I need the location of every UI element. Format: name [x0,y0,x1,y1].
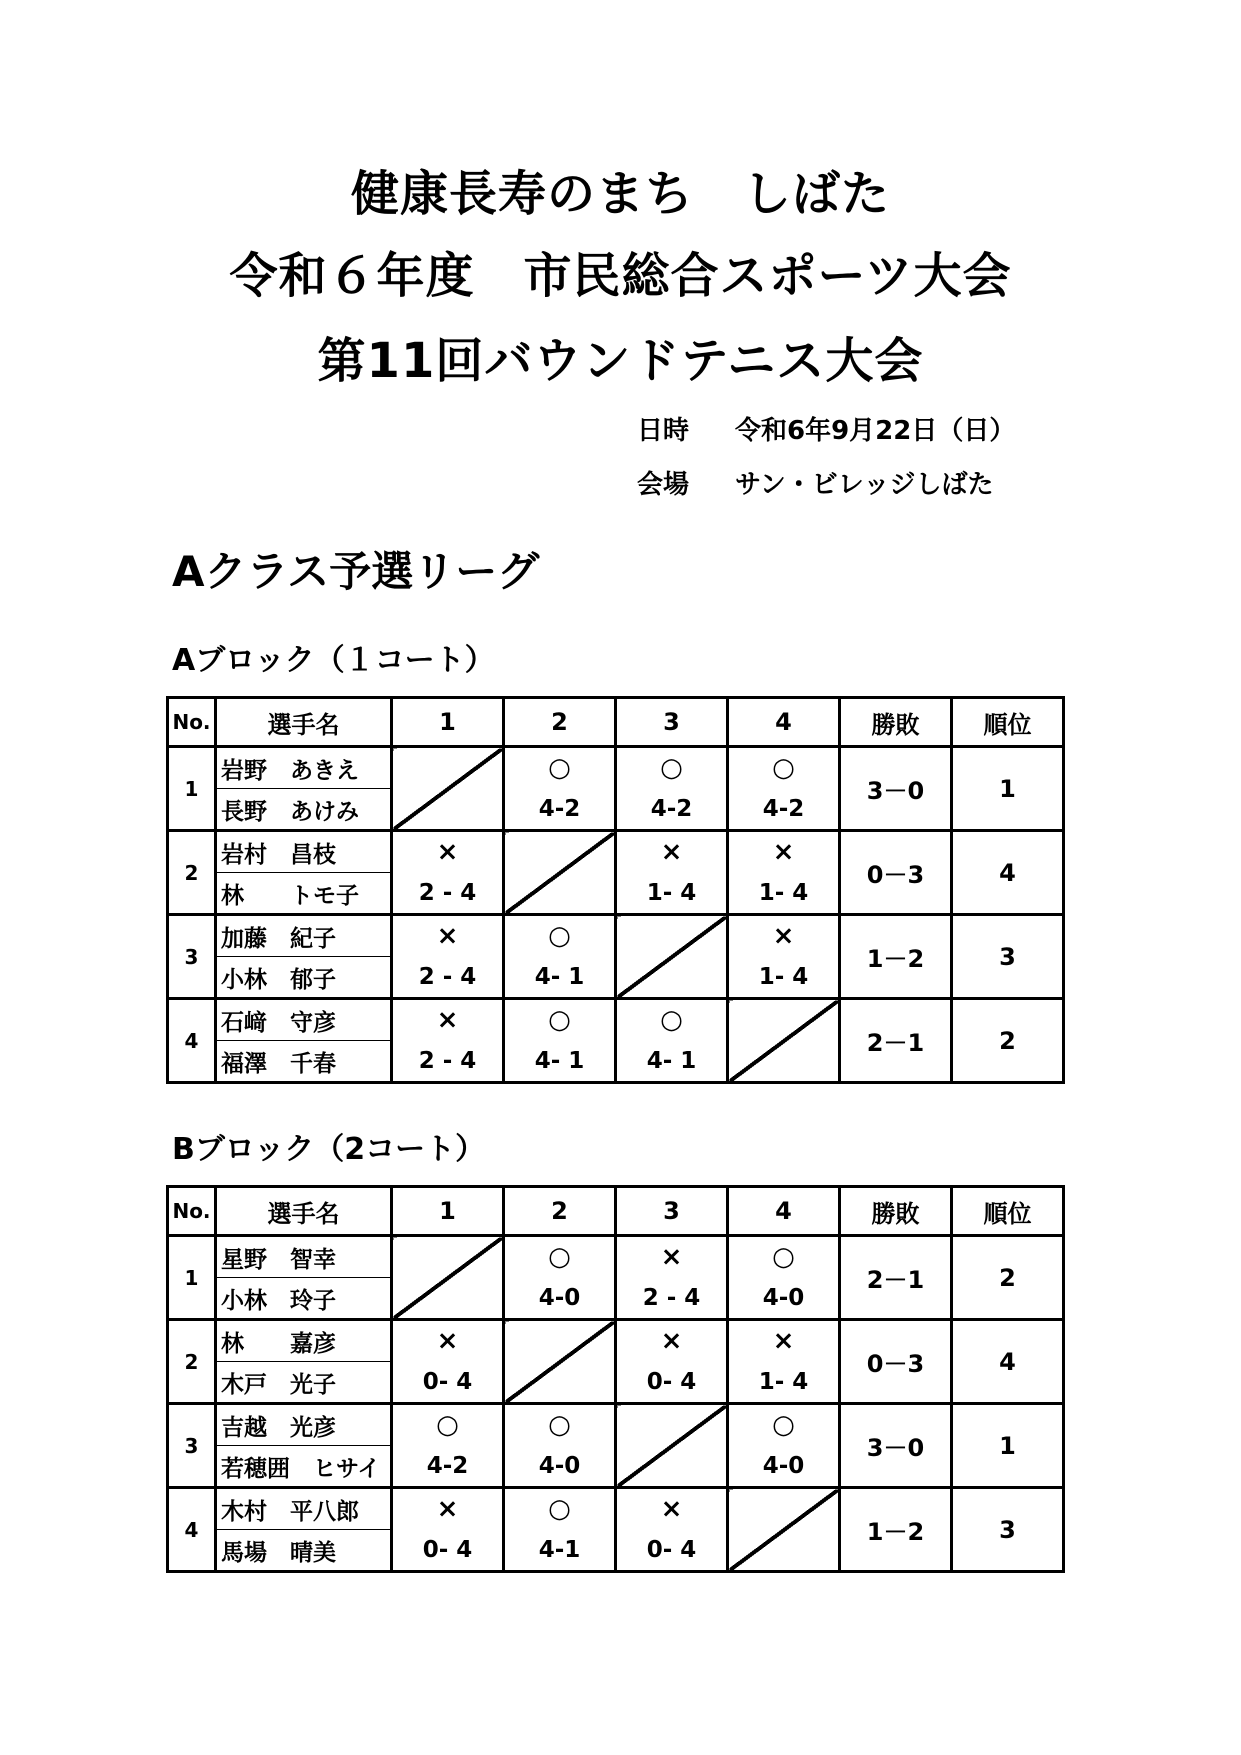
result-mark: × [616,1320,728,1362]
match-score: 0- 4 [392,1362,504,1404]
row-number: 4 [168,1488,216,1572]
player-name: 吉越 光彦 [216,1404,392,1446]
result-mark: ○ [504,999,616,1041]
player-name: 木村 平八郎 [216,1488,392,1530]
match-score: 1- 4 [616,873,728,915]
row-number: 3 [168,1404,216,1488]
table-row [168,747,1064,789]
rank-value: 3 [952,1488,1064,1572]
result-mark: × [392,915,504,957]
player-name: 林 トモ子 [216,873,392,915]
header-col-2: 2 [504,698,616,747]
win-loss-record: 0－3 [840,831,952,915]
self-match-cell [728,999,840,1083]
row-number: 2 [168,831,216,915]
venue-label: 会場 [637,470,690,500]
rank-value: 3 [952,915,1064,999]
row-number: 1 [168,1236,216,1320]
self-match-cell [504,831,616,915]
player-name: 馬場 晴美 [216,1530,392,1572]
player-name: 福澤 千春 [216,1041,392,1083]
table-row [168,915,1064,957]
block-a-label: Aブロック（１コート） [172,643,495,678]
match-score: 0- 4 [616,1530,728,1572]
result-mark: × [616,1236,728,1278]
block-b-table [166,1185,1065,1573]
player-name: 小林 玲子 [216,1278,392,1320]
result-mark: ○ [504,747,616,789]
result-mark: ○ [728,747,840,789]
match-score: 4- 1 [504,957,616,999]
rank-value: 4 [952,831,1064,915]
self-match-cell [392,747,504,831]
table-row [168,1488,1064,1530]
player-name: 岩村 昌枝 [216,831,392,873]
header-col-3: 3 [616,698,728,747]
match-score: 2 - 4 [392,873,504,915]
header-player: 選手名 [216,698,392,747]
self-match-cell [504,1320,616,1404]
match-score: 4-0 [728,1446,840,1488]
header-col-3: 3 [616,1187,728,1236]
title-line-2: 令和６年度 市民総合スポーツ大会 [229,248,1012,304]
result-mark: ○ [728,1404,840,1446]
result-mark: ○ [616,747,728,789]
match-score: 4-1 [504,1530,616,1572]
result-mark: ○ [616,999,728,1041]
result-mark: ○ [504,1404,616,1446]
header-no: No. [168,1187,216,1236]
match-score: 2 - 4 [392,1041,504,1083]
win-loss-record: 3－0 [840,1404,952,1488]
result-mark: × [392,831,504,873]
block-b-label: Bブロック（2コート） [172,1132,486,1167]
title-line-3: 第11回バウンドテニス大会 [317,333,924,389]
header-col-2: 2 [504,1187,616,1236]
match-score: 4- 1 [504,1041,616,1083]
date-value: 令和6年9月22日（日） [735,416,1016,446]
player-name: 林 嘉彦 [216,1320,392,1362]
table-row [168,999,1064,1041]
match-score: 4-0 [504,1278,616,1320]
row-number: 3 [168,915,216,999]
result-mark: × [392,999,504,1041]
rank-value: 2 [952,1236,1064,1320]
self-match-cell [728,1488,840,1572]
result-mark: × [616,1488,728,1530]
win-loss-record: 2－1 [840,999,952,1083]
header-col-1: 1 [392,698,504,747]
header-row [168,1187,1064,1236]
match-score: 4-0 [504,1446,616,1488]
result-mark: × [392,1488,504,1530]
venue-value: サン・ビレッジしばた [735,470,994,500]
title-line-1: 健康長寿のまち しばた [350,166,890,222]
player-name: 石﨑 守彦 [216,999,392,1041]
header-no: No. [168,698,216,747]
result-mark: × [392,1320,504,1362]
header-col-4: 4 [728,698,840,747]
rank-value: 1 [952,1404,1064,1488]
result-mark: ○ [728,1236,840,1278]
section-title: Aクラス予選リーグ [172,547,540,596]
player-name: 若穂囲 ヒサイ [216,1446,392,1488]
result-mark: ○ [392,1404,504,1446]
player-name: 小林 郁子 [216,957,392,999]
header-col-4: 4 [728,1187,840,1236]
win-loss-record: 1－2 [840,915,952,999]
rank-value: 1 [952,747,1064,831]
header-row [168,698,1064,747]
result-mark: × [728,831,840,873]
table-row [168,1404,1064,1446]
result-mark: ○ [504,1236,616,1278]
header-col-1: 1 [392,1187,504,1236]
match-score: 4-2 [616,789,728,831]
header-player: 選手名 [216,1187,392,1236]
table-row [168,831,1064,873]
event-date [637,418,1015,444]
match-score: 0- 4 [616,1362,728,1404]
match-score: 2 - 4 [616,1278,728,1320]
match-score: 4- 1 [616,1041,728,1083]
header-record: 勝敗 [840,698,952,747]
table-row [168,1320,1064,1362]
win-loss-record: 0－3 [840,1320,952,1404]
self-match-cell [616,915,728,999]
event-venue [637,472,993,498]
result-mark: ○ [504,1488,616,1530]
header-rank: 順位 [952,698,1064,747]
block-a-table [166,696,1065,1084]
match-score: 4-2 [392,1446,504,1488]
table-row [168,1236,1064,1278]
rank-value: 4 [952,1320,1064,1404]
result-mark: ○ [504,915,616,957]
rank-value: 2 [952,999,1064,1083]
row-number: 2 [168,1320,216,1404]
match-score: 1- 4 [728,957,840,999]
player-name: 長野 あけみ [216,789,392,831]
match-score: 2 - 4 [392,957,504,999]
self-match-cell [616,1404,728,1488]
match-score: 4-0 [728,1278,840,1320]
self-match-cell [392,1236,504,1320]
match-score: 1- 4 [728,1362,840,1404]
player-name: 星野 智幸 [216,1236,392,1278]
match-score: 4-2 [728,789,840,831]
match-score: 1- 4 [728,873,840,915]
result-mark: × [728,915,840,957]
win-loss-record: 1－2 [840,1488,952,1572]
row-number: 1 [168,747,216,831]
date-label: 日時 [637,416,690,446]
match-score: 0- 4 [392,1530,504,1572]
player-name: 加藤 紀子 [216,915,392,957]
result-mark: × [616,831,728,873]
player-name: 岩野 あきえ [216,747,392,789]
row-number: 4 [168,999,216,1083]
header-rank: 順位 [952,1187,1064,1236]
win-loss-record: 2－1 [840,1236,952,1320]
win-loss-record: 3－0 [840,747,952,831]
match-score: 4-2 [504,789,616,831]
result-mark: × [728,1320,840,1362]
header-record: 勝敗 [840,1187,952,1236]
player-name: 木戸 光子 [216,1362,392,1404]
